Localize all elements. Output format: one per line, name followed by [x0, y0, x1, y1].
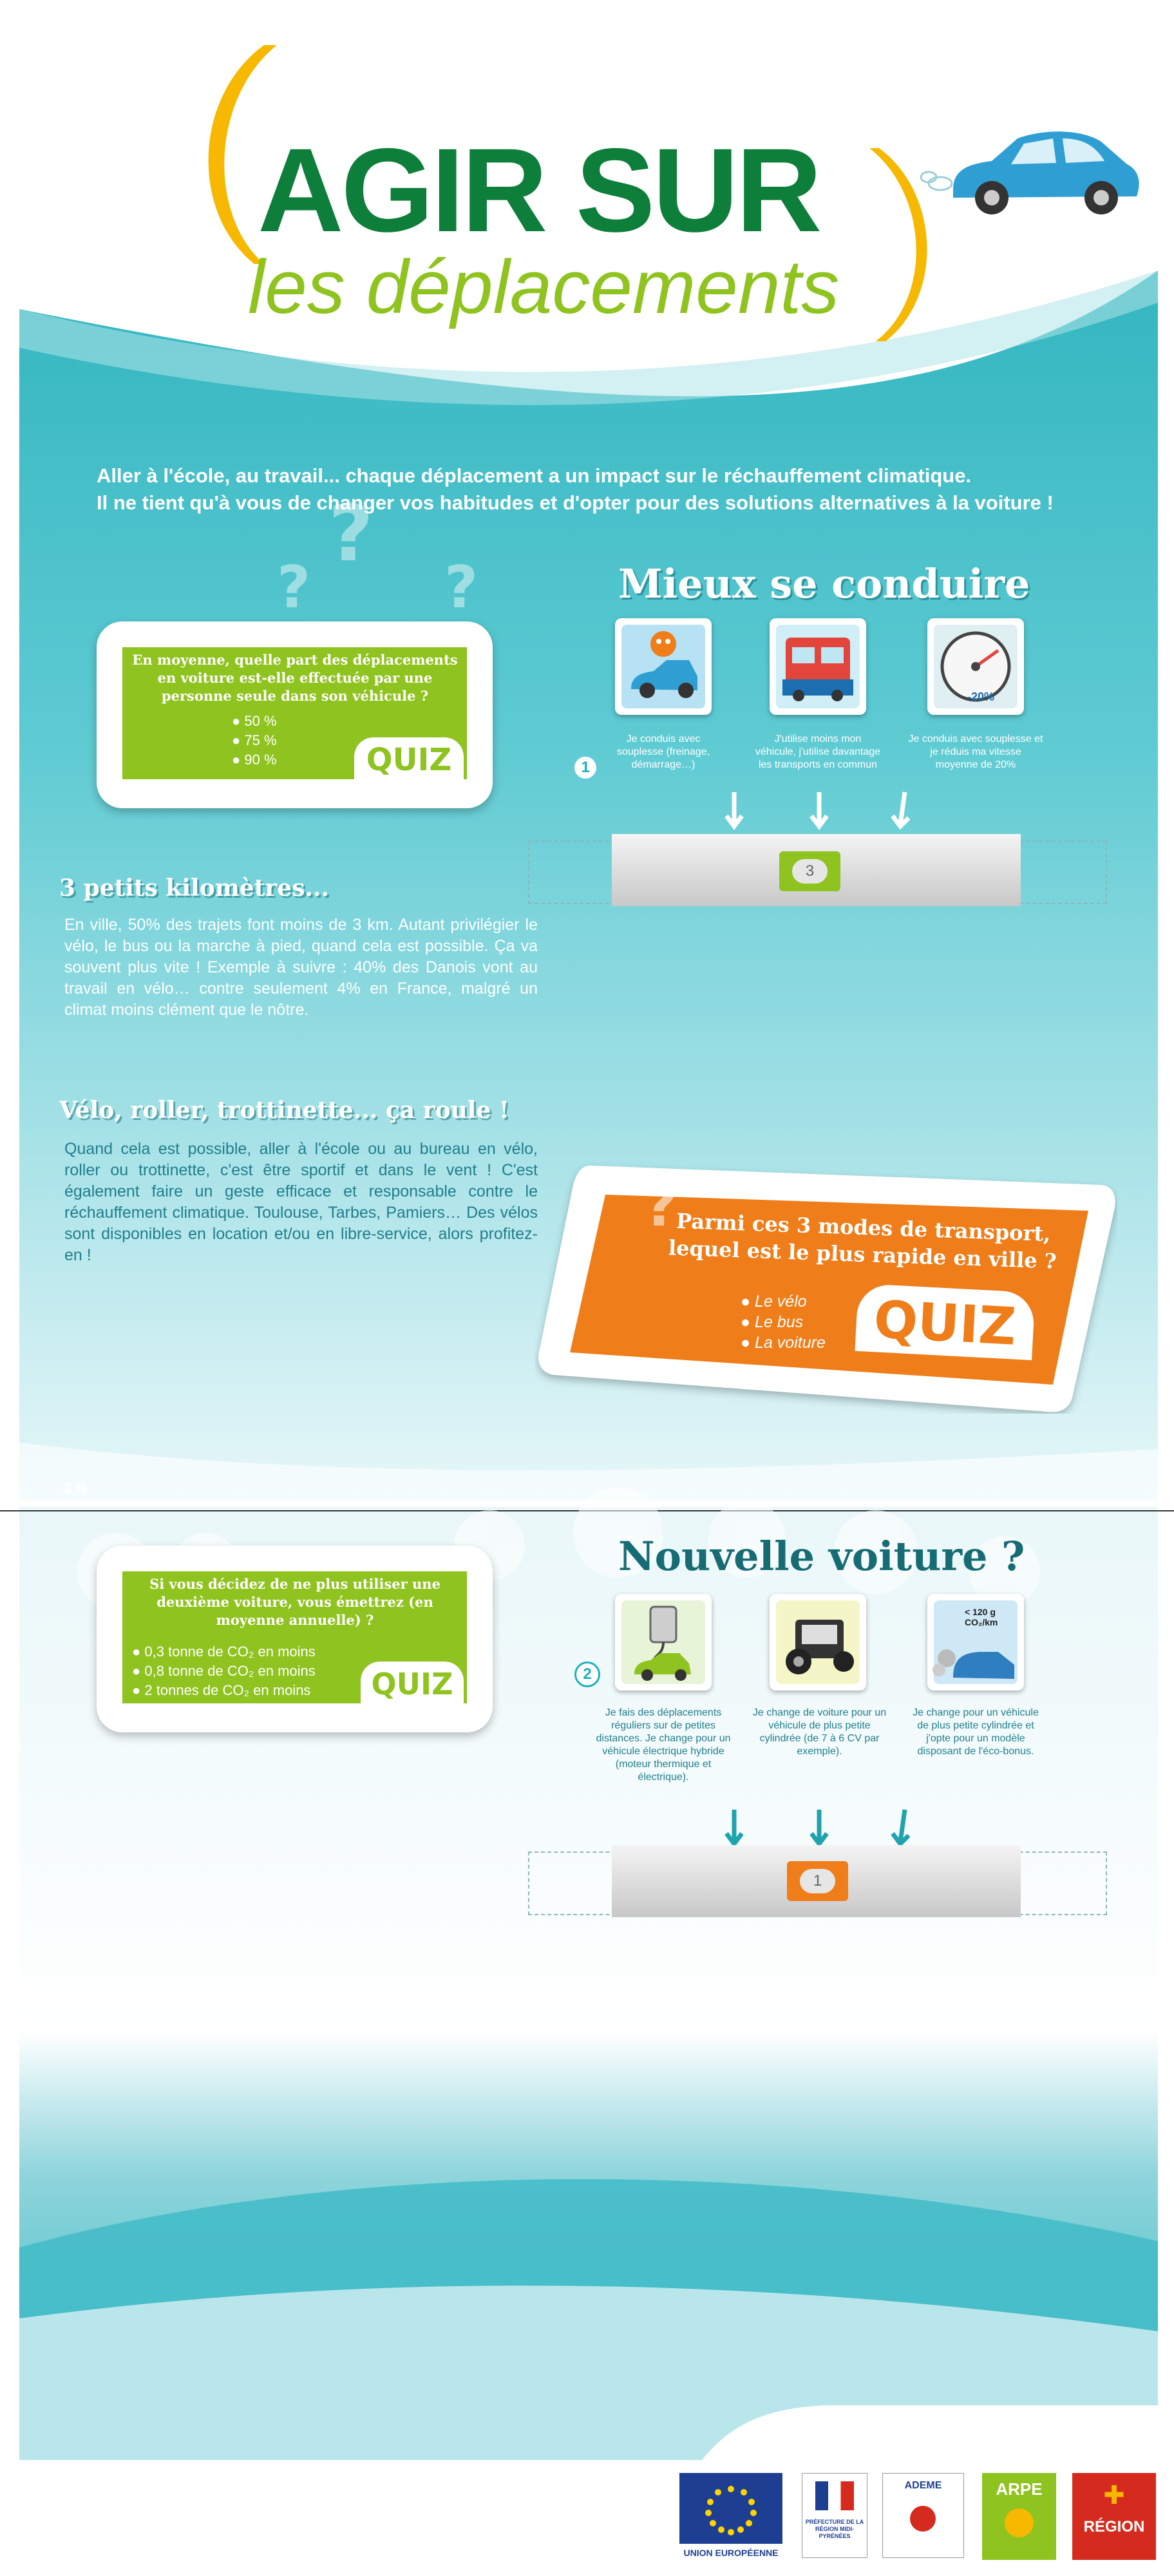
region-logo — [1072, 2473, 1156, 2560]
question-mark-decoration: ? — [444, 554, 478, 621]
answer-token[interactable] — [779, 851, 840, 891]
small-car-icon — [770, 1594, 866, 1690]
page-subtitle: les déplacements — [248, 245, 840, 330]
section-heading: Vélo, roller, trottinette... ça roule ! — [59, 1097, 509, 1124]
page-number: 3 B — [63, 1480, 88, 1497]
blue-car-icon — [914, 126, 1143, 219]
step-number: 1 — [574, 757, 596, 779]
driving-car-icon — [615, 618, 712, 715]
icon-caption: Je fais des déplacements réguliers sur de petites distances. Je change pour un véhicule électrique hybride (moteur thermique et électrique). — [596, 1707, 731, 1783]
prefecture-logo — [802, 2473, 867, 2558]
icon-caption: J'utilise moins mon véhicule, j'utilise davantage les transports en commun — [755, 734, 881, 770]
section-text: En ville, 50% des trajets font moins de 3 km. Autant privilégier le vélo, le bus ou la marche à pied, quand cela est possible. Ça va souvent plus vite ! Exemple à suivre : 40% des Danois vont au travail en vélo… contre seulement 4% en France, malgré un climat moins clément que le nôtre. — [64, 916, 538, 1019]
quiz-badge: QUIZ — [855, 1283, 1035, 1360]
panel-title: Mieux se conduire — [618, 560, 1030, 607]
question-mark-decoration: ? — [644, 1172, 678, 1240]
arpe-emblem-icon — [1005, 2508, 1034, 2537]
ademe-emblem-icon — [910, 2506, 936, 2532]
intro-line-2: Il ne tient qu'à vous de changer vos habitudes et d'opter pour des solutions alternatives à la voiture ! — [97, 491, 1054, 514]
panel-title: Nouvelle voiture ? — [618, 1533, 1025, 1580]
quiz-question: Si vous décidez de ne plus utiliser une deuxième voiture, vous émettrez (en moyenne annuelle) ? — [149, 1576, 440, 1628]
quiz-option[interactable]: ● Le bus — [741, 1313, 804, 1331]
answer-token[interactable] — [787, 1861, 848, 1901]
page-title: AGIR SUR — [258, 124, 820, 257]
eu-logo — [679, 2473, 782, 2544]
section-heading: 3 petits kilomètres... — [59, 875, 330, 902]
section-text: Quand cela est possible, aller à l'école ou au bureau en vélo, roller ou trottinette, c'est être sportif et dans le vent ! C'est également faire un geste efficace et responsable contre le réchauffement climatique. Toulouse, Tarbes, Pamiers… Des vélos sont disponibles en location et/ou en libre-service, alors profitez-en ! — [64, 1140, 538, 1264]
eco-car-icon — [927, 1594, 1024, 1690]
ademe-logo-caption: ADEME — [904, 2480, 942, 2491]
bus-train-icon — [770, 618, 866, 715]
icon-caption: Je conduis avec souplesse (freinage, démarrage…) — [616, 734, 710, 770]
quiz-options — [132, 1642, 316, 1700]
step-number: 2 — [574, 1662, 600, 1687]
quiz-question: En moyenne, quelle part des déplacements en voiture est-elle effectuée par une personne seule dans son véhicule ? — [132, 652, 458, 704]
quiz-options — [232, 712, 277, 770]
region-logo-caption: RÉGION — [1083, 2518, 1145, 2535]
prefecture-logo-caption: PRÉFECTURE DE LA RÉGION MIDI-PYRÉNÉES — [805, 2519, 864, 2539]
arrow-down-icons — [708, 789, 927, 834]
eu-logo-caption: UNION EUROPÉENNE — [683, 2548, 779, 2558]
intro-text — [97, 462, 1101, 516]
quiz-badge: QUIZ — [361, 1662, 464, 1703]
quiz-question: Parmi ces 3 modes de transport, lequel est le plus rapide en ville ? — [668, 1208, 1057, 1274]
quiz-option[interactable]: ● La voiture — [741, 1334, 826, 1352]
icon-caption: Je change pour un véhicule de plus petite cylindrée et j'opte pour un modèle disposant de l'éco-bonus. — [913, 1707, 1039, 1757]
icon-caption: Je change de voiture pour un véhicule de plus petite cylindrée (de 7 à 6 CV par exemple). — [752, 1707, 887, 1757]
eu-stars-icon — [679, 2473, 782, 2544]
speedometer-icon — [927, 618, 1024, 715]
quiz-card-shape — [535, 1159, 1117, 1414]
quiz-card-1 — [97, 621, 493, 808]
eco-badge: < 120 g CO₂/km — [965, 1607, 998, 1627]
quiz-option[interactable]: ● 50 % — [232, 713, 277, 729]
quiz-option[interactable]: ● 2 tonnes de CO₂ en moins — [132, 1682, 311, 1698]
question-mark-decoration: ? — [277, 554, 311, 621]
quiz-options — [741, 1291, 826, 1353]
intro-line-1: Aller à l'école, au travail... chaque déplacement a un impact sur le réchauffement climatique. — [97, 464, 972, 487]
quiz-option[interactable]: ● Le vélo — [741, 1293, 807, 1311]
quiz-option[interactable]: ● 0,8 tonne de CO₂ en moins — [132, 1663, 316, 1679]
page-number: 3 B — [63, 2500, 88, 2517]
answer-token-value: 1 — [800, 1869, 835, 1893]
quiz-option[interactable]: ● 90 % — [232, 752, 277, 768]
question-mark-decoration: ? — [328, 489, 374, 579]
arpe-logo-caption: ARPE — [996, 2479, 1043, 2499]
quiz-option[interactable]: ● 0,3 tonne de CO₂ en moins — [132, 1643, 316, 1660]
flag-icon — [815, 2481, 854, 2510]
speedometer-badge: -20% — [967, 690, 995, 703]
arpe-logo — [982, 2473, 1056, 2560]
quiz-option[interactable]: ● 75 % — [232, 732, 277, 748]
quiz-badge: QUIZ — [354, 737, 464, 779]
quiz-card-3 — [97, 1546, 493, 1732]
icon-caption: Je conduis avec souplesse et je réduis ma vitesse moyenne de 20% — [908, 734, 1043, 770]
answer-token-value: 3 — [792, 859, 828, 884]
quiz-card-2 — [535, 1159, 1117, 1414]
electric-car-icon — [615, 1594, 712, 1690]
ademe-logo — [882, 2473, 964, 2558]
occitan-cross-icon: ✚ — [1103, 2481, 1125, 2510]
